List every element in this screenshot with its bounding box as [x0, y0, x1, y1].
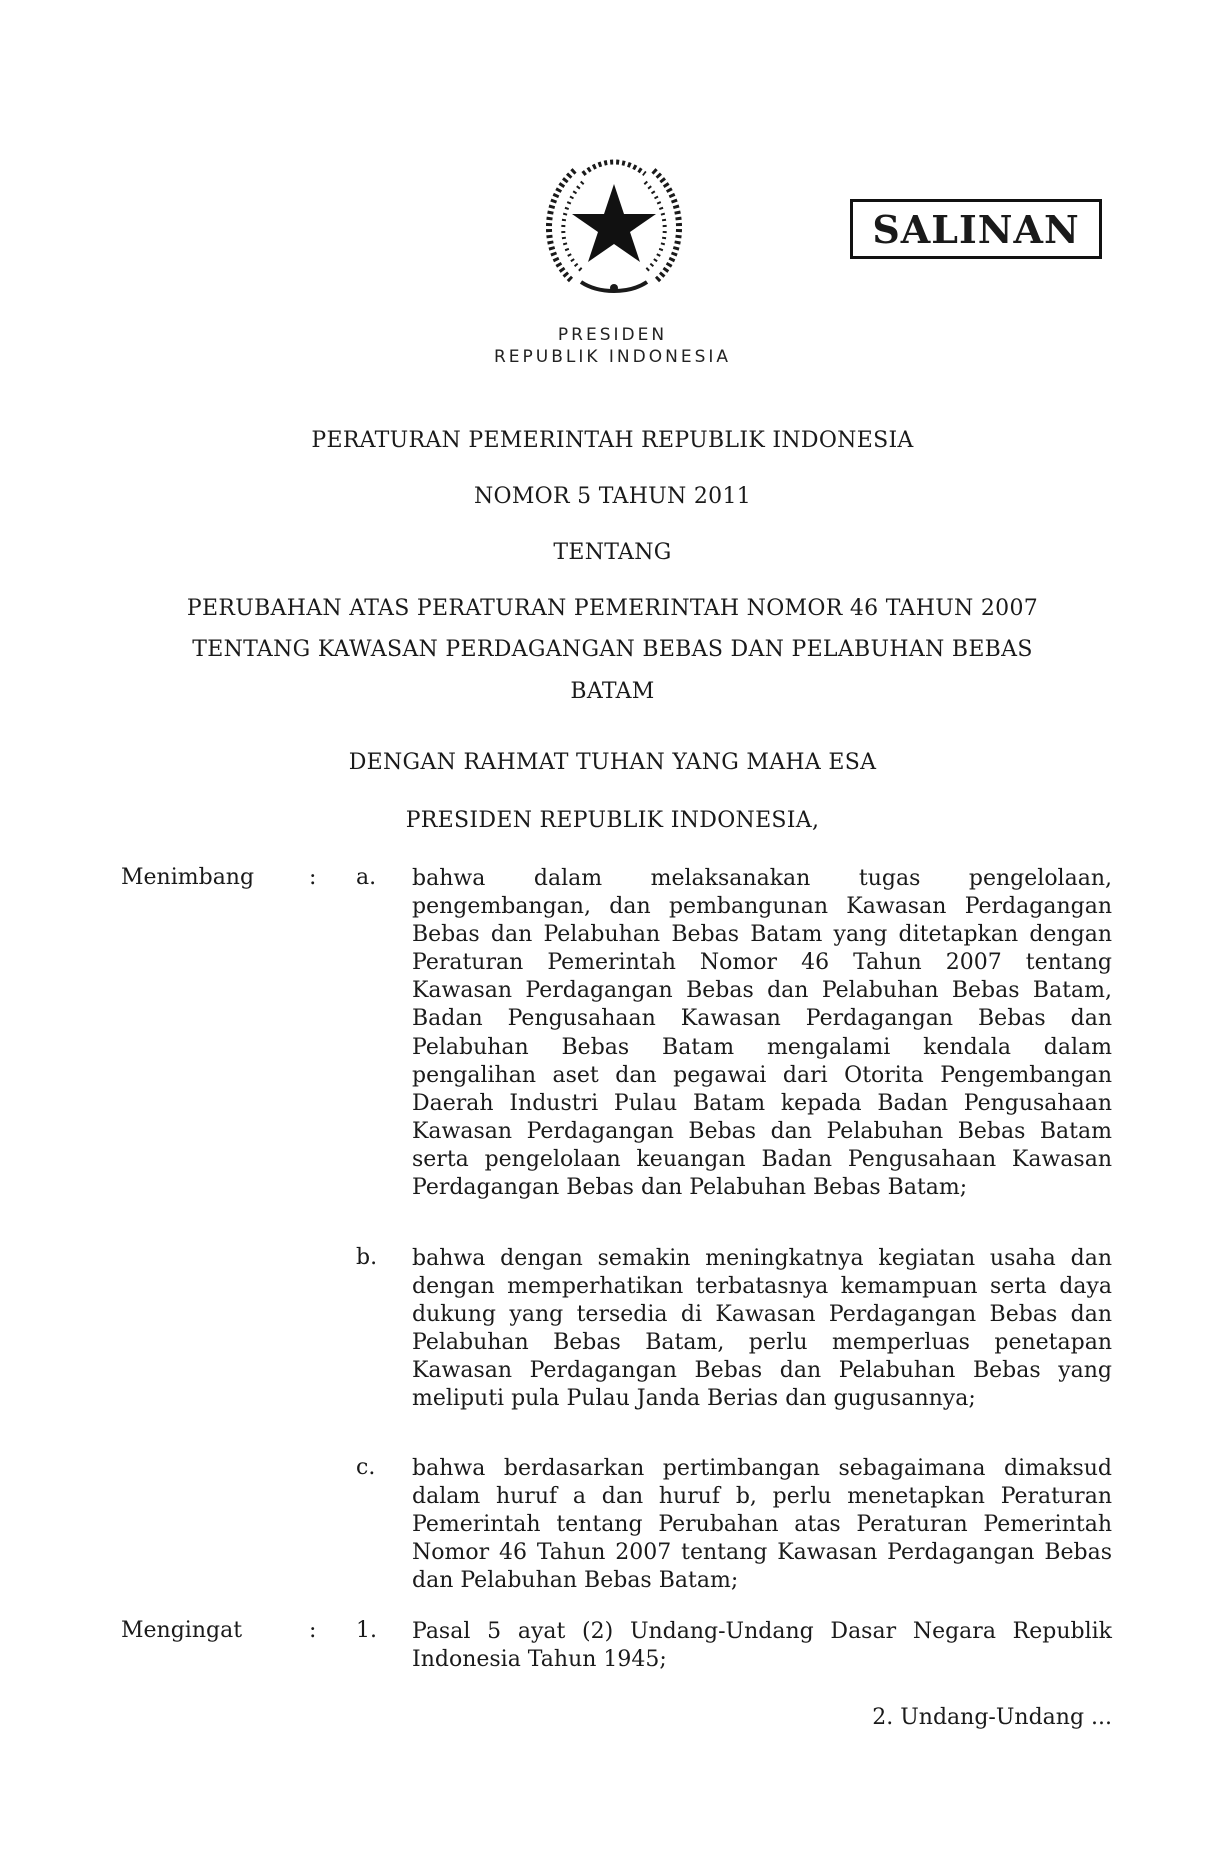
- regulation-subject-line3: BATAM: [570, 679, 655, 704]
- mengingat-label: Mengingat: [121, 1618, 243, 1643]
- menimbang-item-a-marker: a.: [356, 865, 377, 890]
- salinan-stamp: [850, 199, 1102, 259]
- enacting-authority: PRESIDEN REPUBLIK INDONESIA,: [405, 808, 820, 833]
- menimbang-label: Menimbang: [121, 865, 255, 890]
- mengingat-item-1-text: Pasal 5 ayat (2) Undang-Undang Dasar Negara Republik Indonesia Tahun 1945;: [412, 1619, 1112, 1673]
- regulation-number: NOMOR 5 TAHUN 2011: [473, 484, 752, 509]
- regulation-tentang: TENTANG: [553, 540, 672, 565]
- regulation-subject-line2: TENTANG KAWASAN PERDAGANGAN BEBAS DAN PELABUHAN BEBAS: [192, 637, 1033, 662]
- menimbang-item-b-text: bahwa dengan semakin meningkatnya kegiatan usaha dan dengan memperhatikan terbatasnya kemampuan serta daya dukung yang tersedia di Kawasan Perdagangan Bebas dan Pelabuhan Bebas Batam, perlu memperluas penetapan Kawasan Perdagangan Bebas dan Pelabuhan Bebas yang meliputi pula Pulau Janda Berias dan gugusannya;: [412, 1246, 1112, 1412]
- emblem-caption-line2: REPUBLIK INDONESIA: [493, 347, 732, 367]
- salinan-text: SALINAN: [872, 206, 1080, 252]
- invocation: DENGAN RAHMAT TUHAN YANG MAHA ESA: [348, 750, 877, 775]
- menimbang-item-b-marker: b.: [356, 1245, 378, 1270]
- menimbang-item-c-text: bahwa berdasarkan pertimbangan sebagaimana dimaksud dalam huruf a dan huruf b, perlu menetapkan Peraturan Pemerintah tentang Perubahan atas Peraturan Pemerintah Nomor 46 Tahun 2007 tentang Kawasan Perdagangan Bebas dan Pelabuhan Bebas Batam;: [412, 1456, 1112, 1594]
- regulation-title: PERATURAN PEMERINTAH REPUBLIK INDONESIA: [311, 428, 914, 453]
- menimbang-item-c-marker: c.: [356, 1455, 376, 1480]
- regulation-subject-line1: PERUBAHAN ATAS PERATURAN PEMERINTAH NOMOR 46 TAHUN 2007: [186, 596, 1039, 621]
- menimbang-colon: :: [309, 865, 317, 890]
- mengingat-item-1-marker: 1.: [356, 1618, 377, 1643]
- emblem-caption-line1: PRESIDEN: [557, 325, 668, 345]
- presidential-emblem-icon: [533, 152, 695, 302]
- next-page-indicator: 2. Undang-Undang ...: [872, 1705, 1112, 1730]
- mengingat-colon: :: [309, 1618, 317, 1643]
- menimbang-item-a-text: bahwa dalam melaksanakan tugas pengelolaan, pengembangan, dan pembangunan Kawasan Perdagangan Bebas dan Pelabuhan Bebas Batam yang ditetapkan dengan Peraturan Pemerintah Nomor 46 Tahun 2007 tentang Kawasan Perdagangan Bebas dan Pelabuhan Bebas Batam, Badan Pengusahaan Kawasan Perdagangan Bebas dan Pelabuhan Bebas Batam mengalami kendala dalam pengalihan aset dan pegawai dari Otorita Pengembangan Daerah Industri Pulau Batam kepada Badan Pengusahaan Kawasan Perdagangan Bebas dan Pelabuhan Bebas Batam serta pengelolaan keuangan Badan Pengusahaan Kawasan Perdagangan Bebas dan Pelabuhan Bebas Batam;: [412, 866, 1112, 1201]
